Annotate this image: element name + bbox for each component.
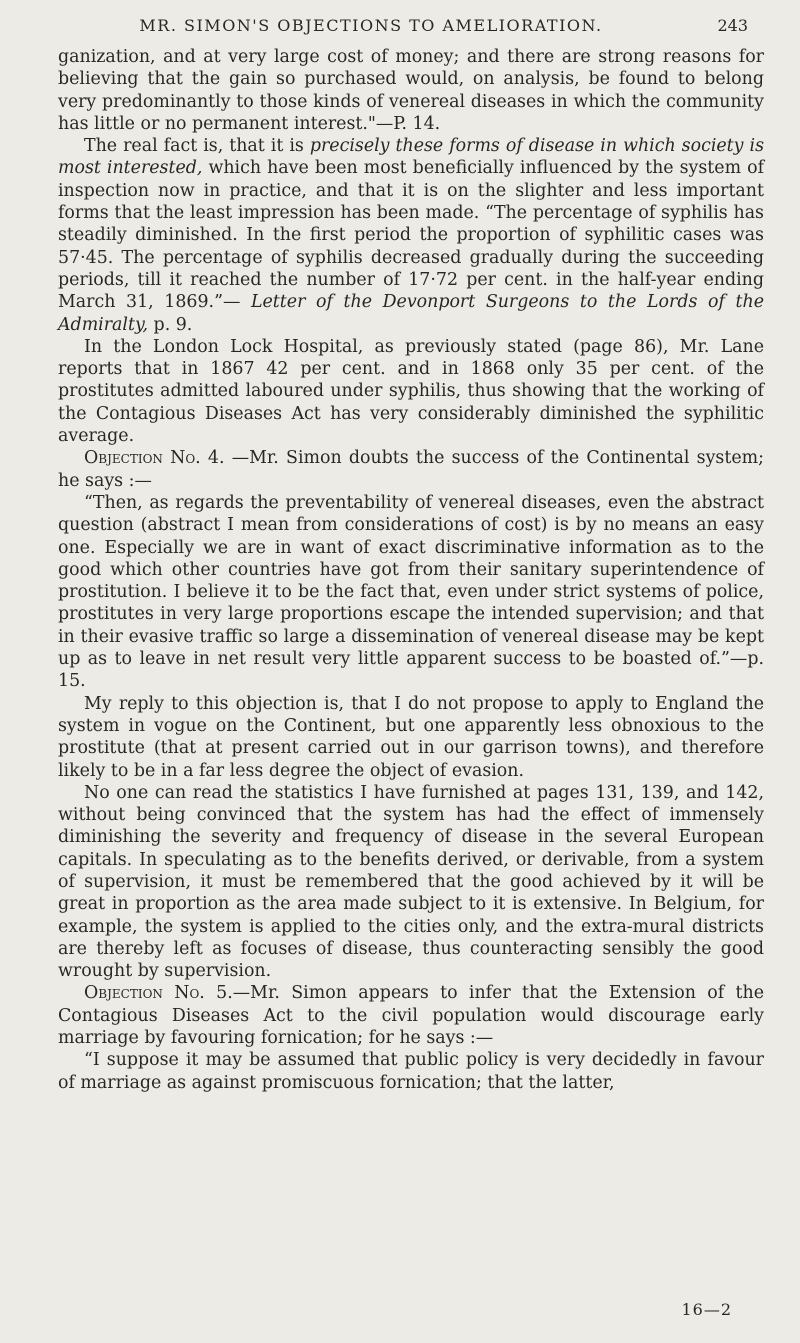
paragraph-text: The real fact is, that it is — [84, 136, 310, 157]
italic-emphasis: precisely these forms of disease in which society is most interested, — [58, 136, 764, 179]
objection-label: Objection No. 5. — [84, 983, 233, 1004]
paragraph-real-fact — [58, 135, 764, 336]
paragraph-text: My reply to this objection is, that I do not propose to apply to England the system in vogue on the Continent, but one apparently less obnoxious to the prostitute (that at present carried out in our garrison towns), and therefore likely to be in a far less degree the object of evasion. — [58, 693, 764, 781]
paragraph-text: In the London Lock Hospital, as previously stated (page 86), Mr. Lane reports that in 1867 42 per cent. and in 1868 only 35 per cent. of the prostitutes admitted laboured under syphilis, thus showing that the working of the Contagious Diseases Act has very considerably diminished the syphilitic average. — [58, 336, 764, 447]
body-text — [58, 46, 764, 1094]
page-header — [0, 16, 800, 46]
running-head: MR. SIMON'S OBJECTIONS TO AMELIORATION. — [139, 16, 603, 35]
page-number: 243 — [717, 16, 748, 35]
paragraph-text: which have been most beneficially influenced by the system of inspection now in practice, and that it is on the slighter and less important forms that the least impression has been made. “The percentage of syphilis has steadily diminished. In the first period the proportion of syphilitic cases was 57·45. The percentage of syphilis decreased gradually during the succeeding periods, till it reached the number of 17·72 per cent. in the half-year ending March 31, 1869.”— — [58, 158, 765, 313]
paragraph-text: —Mr. Simon appears to infer that the Extension of the Contagious Diseases Act to the civil population would discourage early marriage by favouring fornication; for he says :— — [58, 983, 764, 1049]
objection-label: Objection No. 4. — [84, 448, 225, 469]
citation-page: p. 9. — [148, 314, 193, 335]
signature-mark: 16—2 — [681, 1300, 732, 1319]
paragraph-lock-hospital — [58, 336, 764, 447]
paragraph-text: “I suppose it may be assumed that public policy is very decidedly in favour of marriage as against promiscuous fornication; that the latter, — [58, 1050, 764, 1093]
citation-title: Letter of the Devonport Surgeons to the Lords of the Admiralty, — [58, 292, 764, 335]
paragraph-text: “Then, as regards the preventability of venereal diseases, even the abstract question (abstract I mean from considerations of cost) is by no means an easy one. Especially we are in want of exact discriminative information as to the good which other countries have got from their sanitary superintendence of prostitution. I believe it to be the fact that, even under strict systems of police, prostitutes in very large proportions escape the intended supervision; and that in their evasive traffic so large a dissemination of venereal disease may be kept up as to leave in net result very little apparent success to be boasted of.”—p. 15. — [58, 492, 764, 692]
paragraph-text: ganization, and at very large cost of money; and there are strong reasons for believing that the gain so purchased would, on analysis, be found to belong very predominantly to those kinds of venereal diseases in which the community has little or no permanent interest."—P. 14. — [58, 47, 764, 134]
paragraph-continued — [58, 46, 764, 135]
quotation-simon — [58, 492, 764, 693]
paragraph-text: No one can read the statistics I have furnished at pages 131, 139, and 142, without being convinced that the system has had the effect of immensely diminishing the severity and frequency of disease in the several European capitals. In speculating as to the benefits derived, or derivable, from a system of supervision, it must be remembered that the good achieved by it will be great in proportion as the area made subject to it is extensive. In Belgium, for example, the system is applied to the cities only, and the extra-mural districts are thereby left as focuses of disease, thus counteracting sensibly the good wrought by supervision. — [58, 782, 764, 982]
objection-5 — [58, 982, 764, 1049]
paragraph-statistics — [58, 782, 764, 983]
paragraph-reply — [58, 693, 764, 782]
objection-4 — [58, 447, 764, 492]
paragraph-text: —Mr. Simon doubts the success of the Continental system; he says :— — [58, 448, 764, 491]
quotation-marriage — [58, 1049, 764, 1094]
